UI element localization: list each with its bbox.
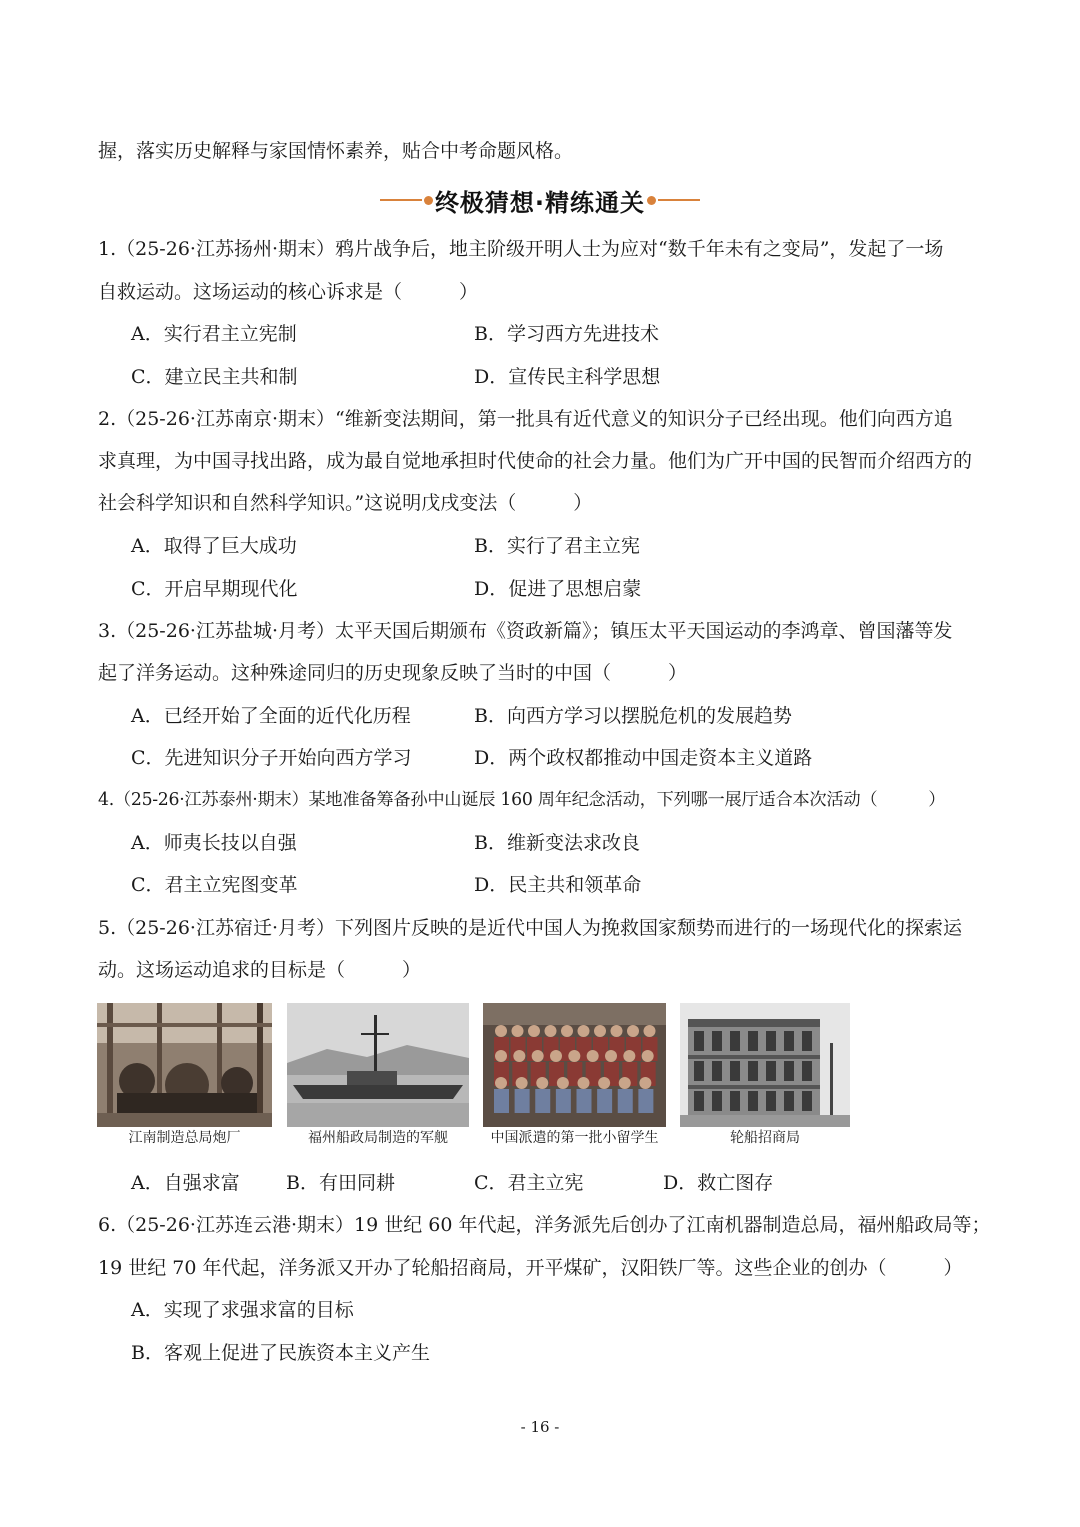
q5-stem-line1: 5.（25-26·江苏宿迁·月考）下列图片反映的是近代中国人为挽救国家颓势而进行的一场现代化的探索运 bbox=[98, 917, 962, 939]
q2-stem-line3: 社会科学知识和自然科学知识。”这说明戊戌变法（ ） bbox=[98, 492, 593, 514]
warship-photo bbox=[287, 1003, 469, 1127]
q3-option-d[interactable]: D．两个政权都推动中国走资本主义道路 bbox=[474, 747, 813, 769]
page-number: - 16 - bbox=[520, 1418, 560, 1436]
photo-caption-1: 江南制造总局炮厂 bbox=[128, 1130, 241, 1146]
q6-stem-line2: 19 世纪 70 年代起，洋务派又开办了轮船招商局，开平煤矿，汉阳铁厂等。这些企业的创办（ ） bbox=[98, 1257, 963, 1279]
q3-option-a[interactable]: A．已经开始了全面的近代化历程 bbox=[131, 705, 411, 727]
students-photo bbox=[483, 1003, 666, 1127]
q2-option-d[interactable]: D．促进了思想启蒙 bbox=[474, 578, 642, 600]
q2-option-b[interactable]: B．实行了君主立宪 bbox=[474, 535, 640, 557]
q3-stem-line2: 起了洋务运动。这种殊途同归的历史现象反映了当时的中国（ ） bbox=[98, 662, 688, 684]
photo-caption-4: 轮船招商局 bbox=[730, 1130, 800, 1146]
q4-stem-line1: 4.（25-26·江苏泰州·期末）某地准备筹备孙中山诞辰 160 周年纪念活动，下列哪一展厅适合本次活动（ ） bbox=[98, 790, 946, 810]
q5-option-d[interactable]: D．救亡图存 bbox=[663, 1172, 774, 1194]
q5-option-b[interactable]: B．有田同耕 bbox=[286, 1172, 395, 1194]
q4-option-b[interactable]: B．维新变法求改良 bbox=[474, 832, 640, 854]
q1-stem-line1: 1.（25-26·江苏扬州·期末）鸦片战争后，地主阶级开明人士为应对“数千年未有之变局”，发起了一场 bbox=[98, 238, 944, 260]
q1-option-d[interactable]: D．宣传民主科学思想 bbox=[474, 366, 661, 388]
heading-right-dot bbox=[647, 196, 656, 205]
photo-caption-2: 福州船政局制造的军舰 bbox=[308, 1130, 448, 1146]
q1-option-b[interactable]: B．学习西方先进技术 bbox=[474, 323, 659, 345]
merchants-building-photo bbox=[680, 1003, 850, 1127]
q2-stem-line2: 求真理，为中国寻找出路，成为最自觉地承担时代使命的社会力量。他们为广开中国的民智而介绍西方的 bbox=[98, 450, 973, 472]
q5-stem-line2: 动。这场运动追求的目标是（ ） bbox=[98, 959, 422, 981]
q1-stem-line2: 自救运动。这场运动的核心诉求是（ ） bbox=[98, 281, 479, 303]
q5-option-a[interactable]: A．自强求富 bbox=[131, 1172, 240, 1194]
q4-option-d[interactable]: D．民主共和领革命 bbox=[474, 874, 642, 896]
q2-option-a[interactable]: A．取得了巨大成功 bbox=[131, 535, 297, 557]
q3-stem-line1: 3.（25-26·江苏盐城·月考）太平天国后期颁布《资政新篇》；镇压太平天国运动的李鸿章、曾国藩等发 bbox=[98, 620, 953, 642]
q1-option-c[interactable]: C．建立民主共和制 bbox=[131, 366, 298, 388]
heading-left-rule bbox=[380, 199, 422, 201]
section-heading bbox=[0, 184, 1080, 216]
photo-caption-3: 中国派遣的第一批小留学生 bbox=[490, 1130, 659, 1146]
q4-option-a[interactable]: A．师夷长技以自强 bbox=[131, 832, 297, 854]
q6-option-b[interactable]: B．客观上促进了民族资本主义产生 bbox=[131, 1342, 430, 1364]
q4-option-c[interactable]: C．君主立宪图变革 bbox=[131, 874, 298, 896]
section-title: 终极猜想·精练通关 bbox=[434, 188, 646, 217]
q2-stem-line1: 2.（25-26·江苏南京·期末）“维新变法期间，第一批具有近代意义的知识分子已经出现。他们向西方追 bbox=[98, 408, 953, 430]
intro-text: 握，落实历史解释与家国情怀素养，贴合中考命题风格。 bbox=[98, 140, 574, 162]
q3-option-b[interactable]: B．向西方学习以摆脱危机的发展趋势 bbox=[474, 705, 792, 727]
q1-option-a[interactable]: A．实行君主立宪制 bbox=[131, 323, 297, 345]
q3-option-c[interactable]: C．先进知识分子开始向西方学习 bbox=[131, 747, 412, 769]
arsenal-factory-photo bbox=[97, 1003, 272, 1127]
q5-option-c[interactable]: C．君主立宪 bbox=[474, 1172, 584, 1194]
q2-option-c[interactable]: C．开启早期现代化 bbox=[131, 578, 298, 600]
heading-right-rule bbox=[658, 199, 700, 201]
q6-option-a[interactable]: A．实现了求强求富的目标 bbox=[131, 1299, 354, 1321]
q6-stem-line1: 6.（25-26·江苏连云港·期末）19 世纪 60 年代起，洋务派先后创办了江南机器制造总局，福州船政局等； bbox=[98, 1214, 991, 1236]
heading-left-dot bbox=[424, 196, 433, 205]
